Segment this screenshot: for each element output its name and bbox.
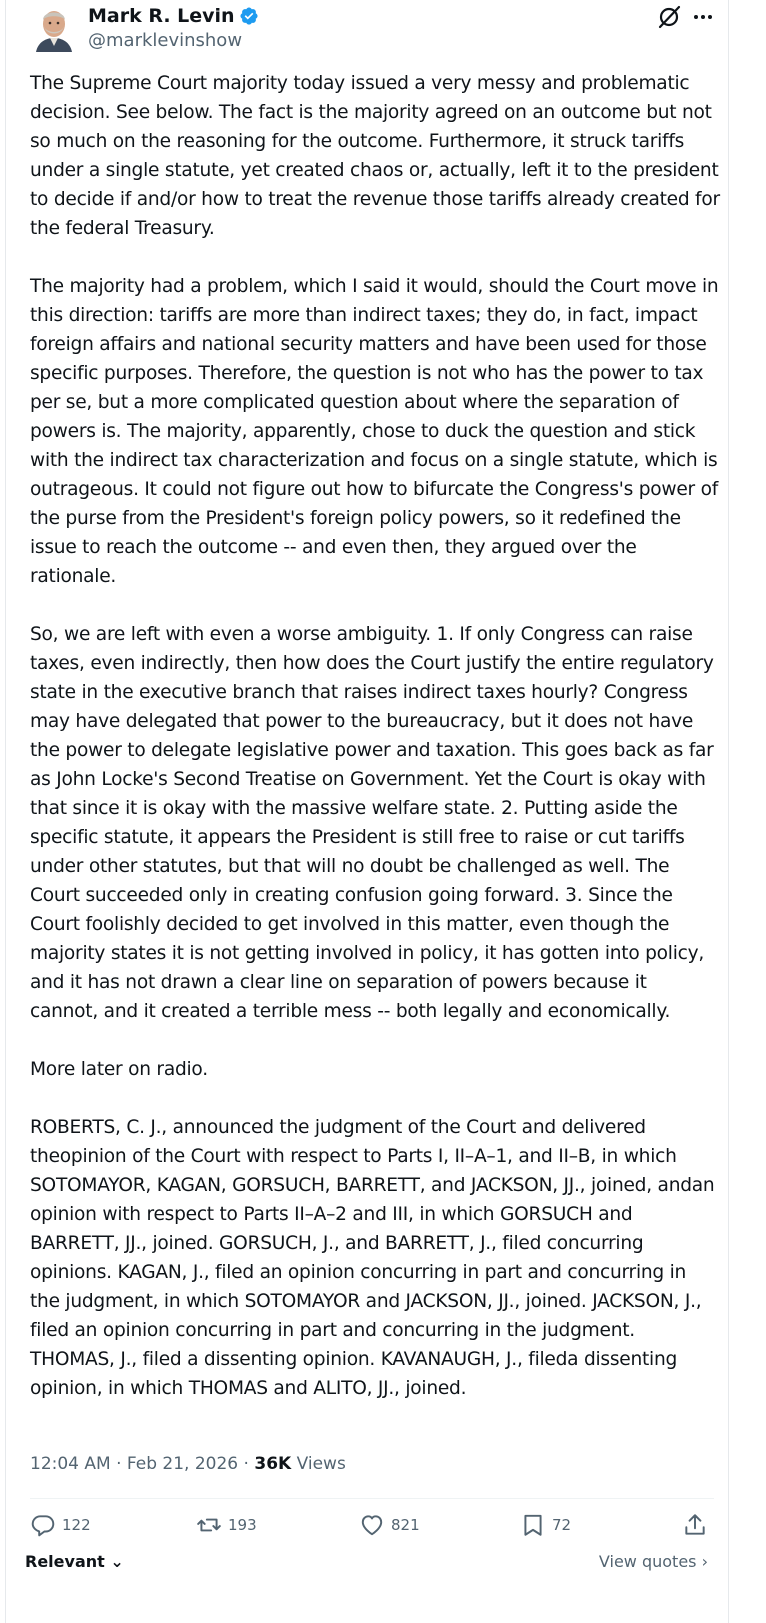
tweet-card bbox=[5, 0, 729, 1623]
views-count: 36K bbox=[254, 1454, 292, 1474]
like-icon bbox=[359, 1512, 385, 1538]
meta-separator: · bbox=[243, 1454, 249, 1474]
tweet-paragraph: More later on radio. bbox=[30, 1059, 208, 1080]
action-bar bbox=[6, 1512, 730, 1544]
divider bbox=[30, 1498, 714, 1499]
author-name[interactable]: Mark R. Levin bbox=[88, 5, 235, 27]
verified-badge-icon[interactable] bbox=[239, 6, 259, 26]
tweet-text bbox=[30, 69, 720, 1403]
view-quotes-label: View quotes bbox=[598, 1552, 697, 1571]
chevron-down-icon: ⌄ bbox=[110, 1552, 124, 1571]
reply-button[interactable] bbox=[30, 1512, 91, 1538]
share-button[interactable] bbox=[682, 1512, 708, 1538]
reply-icon bbox=[30, 1512, 56, 1538]
tweet-date[interactable]: Feb 21, 2026 bbox=[126, 1454, 239, 1474]
tweet-time[interactable]: 12:04 AM bbox=[30, 1454, 111, 1474]
replies-header bbox=[6, 1552, 730, 1582]
bookmark-count: 72 bbox=[552, 1516, 572, 1534]
bookmark-button[interactable] bbox=[520, 1512, 571, 1538]
sort-label: Relevant bbox=[25, 1552, 105, 1571]
chevron-right-icon: › bbox=[701, 1552, 708, 1571]
sort-dropdown[interactable] bbox=[25, 1552, 124, 1571]
reply-count: 122 bbox=[62, 1516, 91, 1534]
tweet-paragraph: ROBERTS, C. J., announced the judgment of the Court and delivered theopinion of the Court with respect to Parts I, II–A–1, and II–B, in which SOTOMAYOR, KAGAN, GORSUCH, BARRETT, and JACKSON, JJ., joined, andan opinion with respect to Parts II–A–2 and III, in which GORSUCH and BARRETT, JJ., joined. GORSUCH, J., and BARRETT, J., filed concurring opinions. KAGAN, J., filed an opinion concurring in part and concurring in the judgment, in which SOTOMAYOR and JACKSON, JJ., joined. JACKSON, J., filed an opinion concurring in part and concurring in the judgment. THOMAS, J., filed a dissenting opinion. KAVANAUGH, J., fileda dissenting opinion, in which THOMAS and ALITO, JJ., joined. bbox=[30, 1117, 715, 1399]
avatar[interactable] bbox=[32, 4, 76, 52]
repost-button[interactable] bbox=[196, 1512, 257, 1538]
author-name-row[interactable] bbox=[88, 4, 259, 28]
like-count: 821 bbox=[391, 1516, 420, 1534]
tweet-meta bbox=[30, 1452, 346, 1476]
tweet-paragraph: So, we are left with even a worse ambiguity. 1. If only Congress can raise taxes, even indirectly, then how does the Court justify the entire regulatory state in the executive branch that raises indirect taxes hourly? Congress may have delegated that power to the bureaucracy, but it does not have the power to delegate legislative power and taxation. This goes back as far as John Locke's Second Treatise on Government. Yet the Court is okay with that since it is okay with the massive welfare state. 2. Putting aside the specific statute, it appears the President is still free to raise or cut tariffs under other statutes, but that will no doubt be challenged as well. The Court succeeded only in creating confusion going forward. 3. Since the Court foolishly decided to get involved in this matter, even though the majority states it is not getting involved in policy, it has gotten into policy, and it has not drawn a clear line on separation of powers because it cannot, and it created a terrible mess -- both legally and economically. bbox=[30, 624, 714, 1022]
repost-count: 193 bbox=[228, 1516, 257, 1534]
bookmark-icon bbox=[520, 1512, 546, 1538]
views-label: Views bbox=[296, 1454, 346, 1474]
view-quotes-link[interactable] bbox=[599, 1552, 708, 1571]
tweet-paragraph: The Supreme Court majority today issued a very messy and problematic decision. See below. The fact is the majority agreed on an outcome but not so much on the reasoning for the outcome. Furthermore, it struck tariffs under a single statute, yet created chaos or, actually, left it to the president to decide if and/or how to treat the revenue those tariffs already created for the federal Treasury. bbox=[30, 73, 720, 239]
share-icon bbox=[682, 1512, 708, 1538]
like-button[interactable] bbox=[359, 1512, 420, 1538]
avatar-image bbox=[32, 4, 76, 52]
tweet-paragraph: The majority had a problem, which I said it would, should the Court move in this direction: tariffs are more than indirect taxes; they do, in fact, impact foreign affairs and national security matters and have been used for those specific purposes. Therefore, the question is not who has the power to tax per se, but a more complicated question about where the separation of powers is. The majority, apparently, chose to duck the question and stick with the indirect tax characterization and focus on a single statute, which is outrageous. It could not figure out how to bifurcate the Congress's power of the purse from the President's foreign policy powers, so it redefined the issue to reach the outcome -- and even then, they argued over the rationale. bbox=[30, 276, 719, 587]
author-handle[interactable]: @marklevinshow bbox=[88, 30, 243, 51]
more-icon[interactable] bbox=[692, 6, 714, 28]
repost-icon bbox=[196, 1512, 222, 1538]
grok-icon[interactable] bbox=[656, 4, 682, 30]
meta-separator: · bbox=[116, 1454, 122, 1474]
